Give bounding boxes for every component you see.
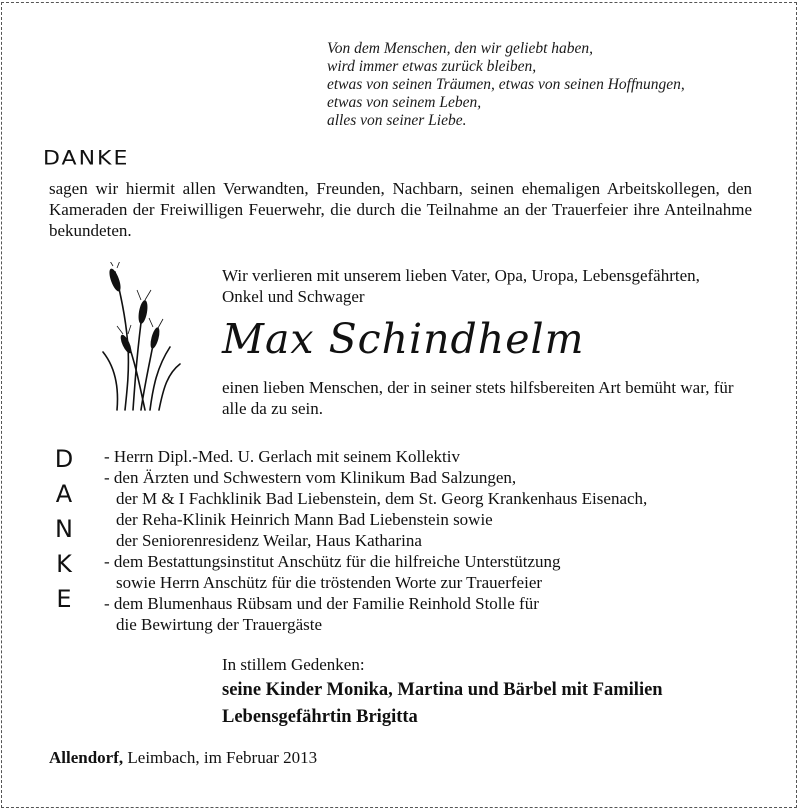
poem-line: wird immer etwas zurück bleiben, xyxy=(327,58,537,75)
list-item: die Bewirtung der Trauergäste xyxy=(116,615,323,634)
list-item: - Herrn Dipl.-Med. U. Gerlach mit seinem Kollektiv xyxy=(104,447,460,466)
wheat-icon xyxy=(95,262,190,412)
poem-line: etwas von seinen Träumen, etwas von seinen Hoffnungen, xyxy=(327,76,685,93)
deceased-name: Max Schindhelm xyxy=(222,315,585,363)
intro-line: Onkel und Schwager xyxy=(222,287,365,306)
poem-line: Von dem Menschen, den wir geliebt haben, xyxy=(327,40,594,57)
list-item: sowie Herrn Anschütz für die tröstenden Worte zur Trauerfeier xyxy=(116,573,543,592)
danke-vertical xyxy=(49,445,79,620)
list-item: - dem Bestattungsinstitut Anschütz für die hilfreiche Unterstützung xyxy=(104,552,561,571)
thanks-list xyxy=(104,446,647,635)
danke-letter: E xyxy=(56,585,72,613)
memory-line: In stillem Gedenken: xyxy=(222,655,365,674)
danke-heading: DANKE xyxy=(43,147,130,170)
intro-line: Wir verlieren mit unserem lieben Vater, Opa, Uropa, Lebensgefährten, xyxy=(222,266,700,285)
announcement-intro xyxy=(222,265,700,307)
place-rest: Leimbach, im Februar 2013 xyxy=(123,748,318,767)
list-item: der Seniorenresidenz Weilar, Haus Katharina xyxy=(116,531,422,550)
place-date xyxy=(49,748,317,768)
person-description: einen lieben Menschen, der in seiner stets hilfsbereiten Art bemüht war, für alle da zu sein. xyxy=(222,378,734,418)
list-item: der M & I Fachklinik Bad Liebenstein, dem St. Georg Krankenhaus Eisenach, xyxy=(116,489,648,508)
poem-line: etwas von seinem Leben, xyxy=(327,94,482,111)
poem-line: alles von seiner Liebe. xyxy=(327,112,467,129)
list-item: - dem Blumenhaus Rübsam und der Familie Reinhold Stolle für xyxy=(104,594,539,613)
danke-letter: N xyxy=(55,515,73,543)
danke-letter: K xyxy=(56,550,72,578)
danke-letter: A xyxy=(55,480,73,508)
place-name: Allendorf, xyxy=(49,748,124,767)
poem xyxy=(327,40,685,130)
family-line: seine Kinder Monika, Martina und Bärbel mit Familien xyxy=(222,680,663,700)
thanks-paragraph: sagen wir hiermit allen Verwandten, Freunden, Nachbarn, seinen ehemaligen Arbeitskollegen, den Kameraden der Freiwilligen Feuerwehr, die durch die Teilnahme an der Trauerfeier ihre Anteilnahme bekundeten. xyxy=(49,179,752,240)
list-item: - den Ärzten und Schwestern vom Klinikum Bad Salzungen, xyxy=(104,468,517,487)
list-item: der Reha-Klinik Heinrich Mann Bad Liebenstein sowie xyxy=(116,510,493,529)
danke-letter: D xyxy=(54,445,74,473)
family-line: Lebensgefährtin Brigitta xyxy=(222,707,418,727)
